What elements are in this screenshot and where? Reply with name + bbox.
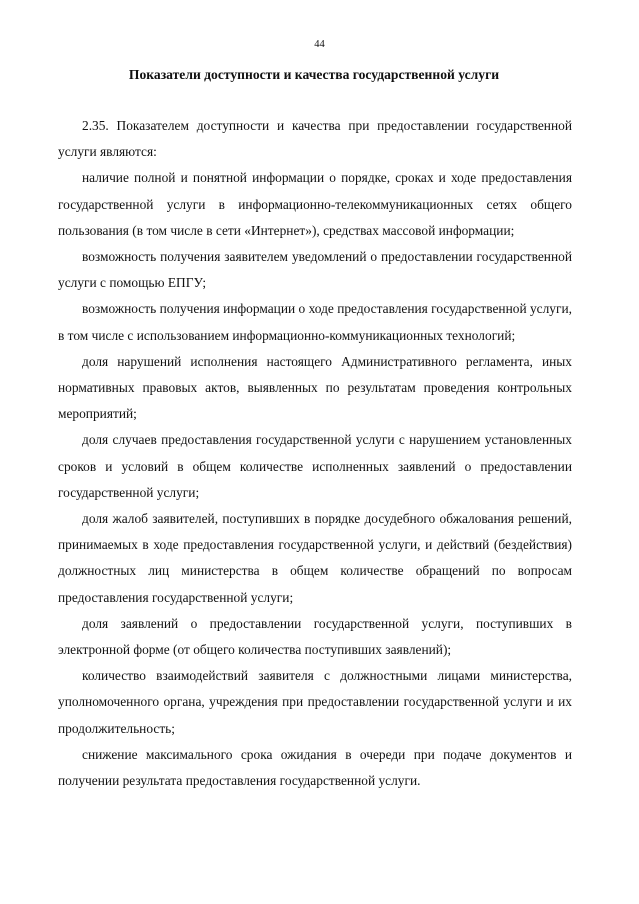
paragraph-2-35: 2.35. Показателем доступности и качества при предоставлении государственной услуги являются:	[58, 118, 572, 160]
document-body	[58, 113, 572, 794]
page-number: 44	[314, 39, 325, 50]
paragraph-violations-share: доля нарушений исполнения настоящего Административного регламента, иных нормативных правовых актов, выявленных по результатам проведения контрольных мероприятий;	[58, 353, 572, 422]
paragraph-notifications: возможность получения заявителем уведомлений о предоставлении государственной услуги с помощью ЕПГУ;	[58, 249, 572, 291]
paragraph-deadline-violations: доля случаев предоставления государственной услуги с нарушением установленных сроков и условий в общем количестве исполненных заявлений о предоставлении государственной услуги;	[58, 432, 572, 500]
paragraph-info-availability: наличие полной и понятной информации о порядке, сроках и ходе предоставления государственной услуги в информационно-телекоммуникационных сетях общего пользования (в том числе в сети «Интернет»), средствах массовой информации;	[58, 170, 572, 238]
paragraph-queue-time: снижение максимального срока ожидания в очереди при подаче документов и получении результата предоставления государственной услуги.	[58, 746, 572, 789]
paragraph-progress-info: возможность получения информации о ходе предоставления государственной услуги, в том числе с использованием информационно-коммуникационных технологий;	[58, 301, 572, 343]
section-title: Показатели доступности и качества государственной услуги	[128, 67, 500, 82]
paragraph-interactions-count: количество взаимодействий заявителя с должностными лицами министерства, уполномоченного органа, учреждения при предоставлении государственной услуги и их продолжительность;	[58, 668, 572, 736]
paragraph-complaints-share: доля жалоб заявителей, поступивших в порядке досудебного обжалования решений, принимаемых в ходе предоставления государственной услуги, и действий (бездействия) должностных лиц министерства в общем количестве обращений по вопросам предоставления государственной услуги;	[58, 511, 572, 605]
paragraph-electronic-applications: доля заявлений о предоставлении государственной услуги, поступивших в электронной форме (от общего количества поступивших заявлений);	[58, 615, 572, 658]
